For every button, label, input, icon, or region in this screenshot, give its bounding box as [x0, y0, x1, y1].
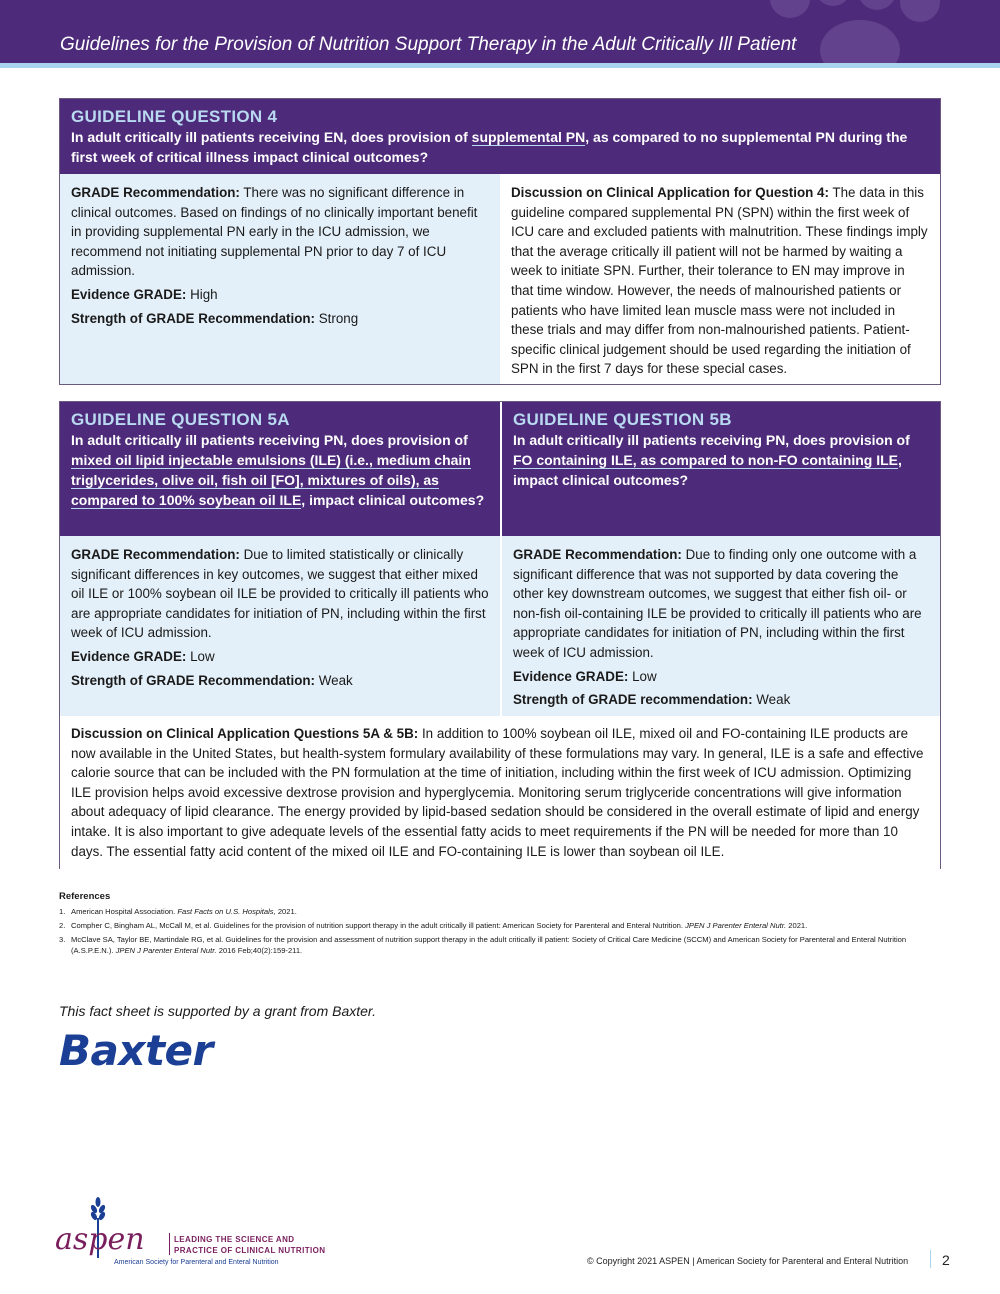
- reference-item: 1. American Hospital Association. Fast Facts on U.S. Hospitals, 2021.: [59, 907, 297, 916]
- guideline-question-5-box: [59, 401, 941, 869]
- page-number-rule: [930, 1250, 931, 1268]
- reference-item: 3. McClave SA, Taylor BE, Martindale RG, et al. Guidelines for the provision and assessment of nutrition support therapy in the adult critically ill patient: Society of Critical Care Medicine (SCCM) and American Society for Parenteral and Enteral Nutrition (A.S.P.E.N.). JPEN J Parenter Enteral Nutr. 2016 Feb;40(2):159-211.: [59, 935, 907, 955]
- paw-decoration: [900, 0, 940, 22]
- q5a-title: GUIDELINE QUESTION 5A: [71, 410, 290, 429]
- q4-body: [60, 174, 940, 384]
- q5a-recommendation: GRADE Recommendation: Due to limited statistically or clinically significant differences in key outcomes, we suggest that either mixed oil ILE or 100% soybean oil ILE be provided to critically ill patients who are appropriate candidates for initiation of PN, including within the first week of ICU admission. Evidence GRADE: Low Strength of GRADE Recommendation: Weak: [60, 536, 500, 716]
- paw-decoration: [815, 0, 851, 6]
- header-rule: [0, 63, 1000, 68]
- q5b-recommendation: GRADE Recommendation: Due to finding only one outcome with a significant difference that was not supported by data covering the other key downstream outcomes, we suggest that either fish oil- or non-fish oil-containing ILE be provided to critically ill patients who are appropriate candidates for initiation of PN, including within the first week of ICU admission. Evidence GRADE: Low Strength of GRADE recommendation: Weak: [500, 536, 940, 716]
- paw-decoration: [770, 0, 810, 18]
- q5a-header: [60, 402, 500, 536]
- aspen-divider: [169, 1233, 170, 1255]
- reference-item: 2. Compher C, Bingham AL, McCall M, et al. Guidelines for the provision of nutrition support therapy in the adult critically ill patient: American Society for Parenteral and Enteral Nutrition. JPEN J Parenter Enteral Nutr. 2021.: [59, 921, 808, 930]
- guideline-question-4-box: [59, 98, 941, 385]
- copyright-notice: © Copyright 2021 ASPEN | American Society for Parenteral and Enteral Nutrition: [587, 1256, 909, 1266]
- q5-discussion: Discussion on Clinical Application Questions 5A & 5B: In addition to 100% soybean oil ILE, mixed oil and FO-containing ILE products are now available in the United States, but health-system formulary availability of these formulations may vary. In general, ILE is a safe and effective calorie source that can be included with the PN formulation at the time of initiation, including within the first week of ICU admission. Optimizing ILE provision helps avoid excessive dextrose provision and hyperglycemia. Monitoring serum triglyceride concentrations will give information about adequacy of lipid clearance. The energy provided by lipid-based sedation should be considered in the overall estimate of lipid and energy intake. It is also important to give adequate levels of the essential fatty acids to meet requirements if the PN will be needed for more than 10 days. The essential fatty acid content of the mixed oil ILE and FO-containing ILE is lower than soybean oil ILE.: [60, 716, 940, 874]
- aspen-tagline-1: LEADING THE SCIENCE AND: [174, 1235, 295, 1244]
- q4-discussion: Discussion on Clinical Application for Question 4: The data in this guideline compared supplemental PN (SPN) within the first week of ICU care and excluded patients with malnutrition. These findings imply that the average critically ill patient will not be harmed by waiting a week to initiate SPN. Further, their tolerance to EN may improve in that time window. However, the needs of malnourished patients or patients who have limited lean muscle mass were not included in these trials and may differ from non-malnourished patients. Patient-specific clinical judgement should be used regarding the initiation of SPN in the first 7 days for these special cases.: [500, 174, 940, 384]
- q5b-link[interactable]: FO containing ILE, as compared to non-FO containing ILE: [513, 452, 899, 468]
- references-title: References: [59, 891, 111, 902]
- q4-title: GUIDELINE QUESTION 4: [71, 107, 278, 126]
- reference-list: [59, 906, 939, 956]
- page-header: [0, 0, 1000, 63]
- baxter-logo: Baxter: [59, 1026, 213, 1075]
- page-number: 2: [942, 1252, 950, 1268]
- aspen-tagline-2: PRACTICE OF CLINICAL NUTRITION: [174, 1246, 326, 1255]
- document-title: Guidelines for the Provision of Nutrition Support Therapy in the Adult Critically Ill Patient: [60, 34, 797, 55]
- q5a-question: In adult critically ill patients receiving PN, does provision of mixed oil lipid injectable emulsions (ILE) (i.e., medium chain triglycerides, olive oil, fish oil [FO], mixtures of oils), as compared to 100% soybean oil ILE, impact clinical outcomes?: [71, 432, 485, 508]
- q5-header: [60, 402, 940, 536]
- q5-recommendations: [60, 536, 940, 716]
- q4-link[interactable]: supplemental PN: [471, 129, 586, 145]
- q4-header: [60, 99, 940, 174]
- paw-decoration: [858, 0, 896, 10]
- q5a-link[interactable]: mixed oil lipid injectable emulsions (ILE) (i.e., medium chain triglycerides, olive oil, fish oil [FO], mixtures of oils), as compared to 100% soybean oil ILE: [71, 452, 471, 508]
- references: [59, 891, 939, 959]
- q5b-question: In adult critically ill patients receiving PN, does provision of FO containing ILE, as compared to non-FO containing ILE, impact clinical outcomes?: [513, 432, 910, 488]
- q4-question: In adult critically ill patients receiving EN, does provision of supplemental PN, as compared to no supplemental PN during the first week of critical illness impact clinical outcomes?: [71, 129, 908, 165]
- q5b-header: [500, 402, 940, 536]
- q4-recommendation: GRADE Recommendation: There was no significant difference in clinical outcomes. Based on findings of no clinically important benefit in providing supplemental PN early in the ICU admission, we recommend not initiating supplemental PN prior to day 7 of ICU admission. Evidence GRADE: High Strength of GRADE Recommendation: Strong: [60, 174, 500, 384]
- q5b-title: GUIDELINE QUESTION 5B: [513, 410, 732, 429]
- aspen-full-name: American Society for Parenteral and Enteral Nutrition: [114, 1259, 279, 1266]
- grant-support-note: This fact sheet is supported by a grant from Baxter.: [59, 1003, 376, 1019]
- aspen-wordmark: aspen: [55, 1222, 145, 1257]
- paw-decoration: [820, 20, 900, 63]
